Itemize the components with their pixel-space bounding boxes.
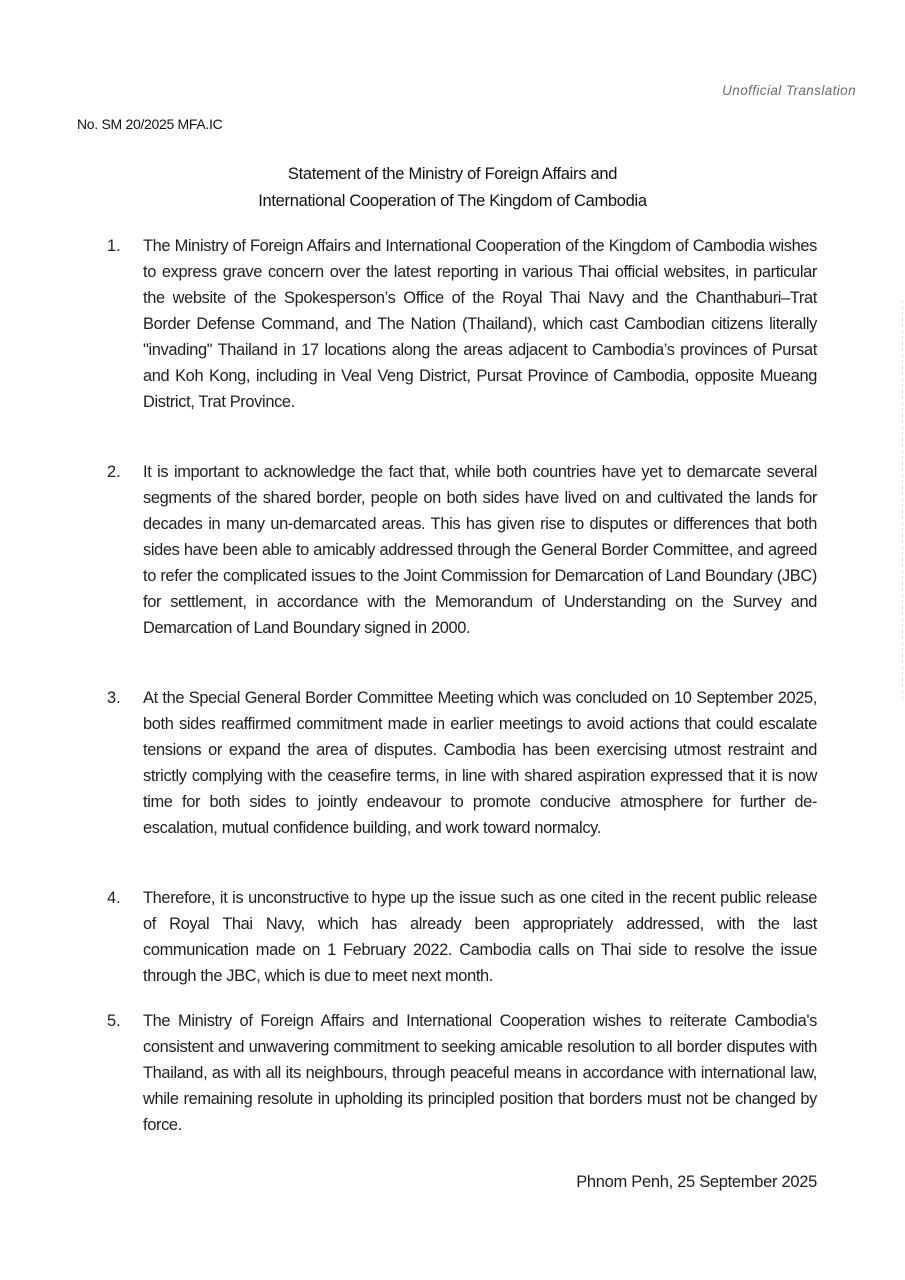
document-title [0,161,905,215]
paragraph-number: 3. [107,689,121,707]
paragraph-number: 1. [107,237,121,255]
paragraph-text: It is important to acknowledge the fact that, while both countries have yet to demarcate several segments of the shared border, people on both sides have lived on and cultivated the lands for decades in many un-demarcated areas. This has given rise to disputes or differences that both sides have been able to amicably addressed through the General Border Committee, and agreed to refer the complicated issues to the Joint Commission for Demarcation of Land Boundary (JBC) for settlement, in accordance with the Memorandum of Understanding on the Survey and Demarcation of Land Boundary signed in 2000. [143,463,817,637]
page-edge-artifact [902,300,903,700]
reference-number: No. SM 20/2025 MFA.IC [77,116,223,132]
paragraph-1 [107,233,817,415]
paragraph-text: At the Special General Border Committee Meeting which was concluded on 10 September 2025, both sides reaffirmed commitment made in earlier meetings to avoid actions that could escalate tensions or expand the area of disputes. Cambodia has been exercising utmost restraint and strictly complying with the ceasefire terms, in line with shared aspiration expressed that it is now time for both sides to jointly endeavour to promote conducive atmosphere for further de-escalation, mutual confidence building, and work toward normalcy. [143,689,817,837]
title-line-1: Statement of the Ministry of Foreign Affairs and [287,165,618,183]
paragraph-5 [107,1008,817,1138]
paragraph-2 [107,459,817,641]
paragraph-number: 4. [107,889,121,907]
unofficial-translation-label: Unofficial Translation [722,83,856,98]
paragraph-number: 2. [107,463,121,481]
paragraph-text: Therefore, it is unconstructive to hype up the issue such as one cited in the recent public release of Royal Thai Navy, which has already been appropriately addressed, with the last communication made on 1 February 2022. Cambodia calls on Thai side to resolve the issue through the JBC, which is due to meet next month. [143,889,817,985]
paragraph-number: 5. [107,1012,121,1030]
paragraph-text: The Ministry of Foreign Affairs and International Cooperation of the Kingdom of Cambodia wishes to express grave concern over the latest reporting in various Thai official websites, in particular the website of the Spokesperson’s Office of the Royal Thai Navy and the Chanthaburi–Trat Border Defense Command, and The Nation (Thailand), which cast Cambodian citizens literally "invading" Thailand in 17 locations along the areas adjacent to Cambodia’s provinces of Pursat and Koh Kong, including in Veal Veng District, Pursat Province of Cambodia, opposite Mueang District, Trat Province. [143,237,817,411]
paragraph-text: The Ministry of Foreign Affairs and International Cooperation wishes to reiterate Cambodia's consistent and unwavering commitment to seeking amicable resolution to all border disputes with Thailand, as with all its neighbours, through peaceful means in accordance with international law, while remaining resolute in upholding its principled position that borders must not be changed by force. [143,1012,817,1134]
title-line-2: International Cooperation of The Kingdom of Cambodia [258,192,647,210]
paragraph-3 [107,685,817,841]
place-and-date: Phnom Penh, 25 September 2025 [576,1173,817,1191]
paragraph-4 [107,885,817,989]
